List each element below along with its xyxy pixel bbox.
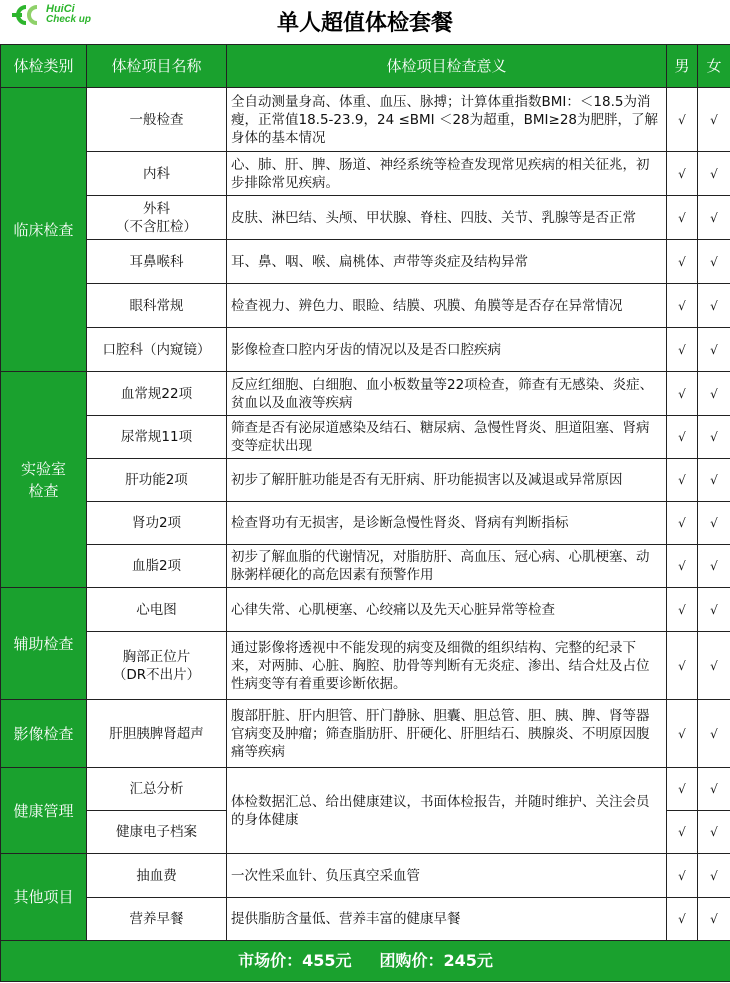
- item-name: 心电图: [87, 588, 227, 632]
- table-row: [1, 768, 730, 811]
- category-health-management: [1, 768, 87, 854]
- item-desc: 初步了解肝脏功能是否有无肝病、肝功能损害以及减退或异常原因: [227, 459, 667, 502]
- table-row: [1, 459, 730, 502]
- male-check: √: [667, 372, 698, 416]
- table-row: [1, 372, 730, 416]
- female-check: √: [698, 88, 730, 152]
- package-table: [0, 44, 730, 982]
- price-row: [1, 941, 730, 982]
- category-laboratory: [1, 372, 87, 588]
- logo-name: HuiCi: [46, 3, 75, 15]
- male-check: √: [667, 632, 698, 700]
- item-name: 血脂2项: [87, 545, 227, 588]
- male-check: √: [667, 459, 698, 502]
- price-footer: [1, 941, 730, 982]
- logo-subtitle: Check up: [46, 14, 92, 25]
- category-clinical: [1, 88, 87, 372]
- item-name: 一般检查: [87, 88, 227, 152]
- male-check: √: [667, 88, 698, 152]
- item-name: 耳鼻喉科: [87, 240, 227, 284]
- male-check: √: [667, 196, 698, 240]
- category-label: 影像检查: [13, 724, 74, 743]
- item-desc: 反应红细胞、白细胞、血小板数量等22项检查，筛查有无感染、炎症、贫血以及血液等疾病: [227, 372, 667, 416]
- item-desc: 腹部肝脏、肝内胆管、肝门静脉、胆囊、胆总管、胆、胰、脾、肾等器官病变及肿瘤；筛查脂肪肝、肝硬化、肝胆结石、胰腺炎、不明原因腹痛等疾病: [227, 700, 667, 768]
- male-check: √: [667, 328, 698, 372]
- female-check: √: [698, 416, 730, 459]
- item-name: 肝功能2项: [87, 459, 227, 502]
- female-check: √: [698, 502, 730, 545]
- table-row: [1, 416, 730, 459]
- female-check: √: [698, 459, 730, 502]
- table-row: [1, 854, 730, 898]
- male-check: √: [667, 700, 698, 768]
- header-category: 体检类别: [1, 45, 87, 88]
- item-name-note: （DR不出片）: [112, 666, 201, 683]
- market-price-label: 市场价：: [238, 951, 303, 970]
- table-row: [1, 328, 730, 372]
- item-desc: 检查肾功有无损害，是诊断急慢性肾炎、肾病有判断指标: [227, 502, 667, 545]
- page-title: 单人超值体检套餐: [276, 11, 453, 36]
- table-row: [1, 152, 730, 196]
- table-row: [1, 700, 730, 768]
- header-item-name: 体检项目名称: [87, 45, 227, 88]
- category-label: 临床检查: [13, 220, 74, 239]
- male-check: √: [667, 502, 698, 545]
- item-name: 眼科常规: [87, 284, 227, 328]
- table-row: [1, 284, 730, 328]
- item-name: 胸部正位片: [122, 648, 191, 665]
- item-name: 内科: [87, 152, 227, 196]
- male-check: √: [667, 811, 698, 854]
- item-desc: 检查视力、辨色力、眼睑、结膜、巩膜、角膜等是否存在异常情况: [227, 284, 667, 328]
- top-bar: [0, 0, 730, 44]
- item-name-cell: [87, 196, 227, 240]
- female-check: √: [698, 328, 730, 372]
- item-name: 汇总分析: [87, 768, 227, 811]
- item-desc: 体检数据汇总、给出健康建议，书面体检报告，并随时维护、关注会员的身体健康: [227, 768, 667, 854]
- male-check: √: [667, 898, 698, 941]
- male-check: √: [667, 545, 698, 588]
- male-check: √: [667, 416, 698, 459]
- item-desc: 提供脂肪含量低、营养丰富的健康早餐: [227, 898, 667, 941]
- item-desc: 初步了解血脂的代谢情况，对脂肪肝、高血压、冠心病、心肌梗塞、动脉粥样硬化的高危因素有预警作用: [227, 545, 667, 588]
- table-row: [1, 502, 730, 545]
- item-name-note: （不含肛检）: [116, 218, 197, 235]
- male-check: √: [667, 152, 698, 196]
- header-female: 女: [698, 45, 730, 88]
- table-row: [1, 240, 730, 284]
- item-name: 尿常规11项: [87, 416, 227, 459]
- male-check: √: [667, 284, 698, 328]
- item-desc: 皮肤、淋巴结、头颅、甲状腺、脊柱、四肢、关节、乳腺等是否正常: [227, 196, 667, 240]
- female-check: √: [698, 152, 730, 196]
- table-row: [1, 196, 730, 240]
- table-row: [1, 588, 730, 632]
- item-desc: 心、肺、肝、脾、肠道、神经系统等检查发现常见疾病的相关征兆，初步排除常见疾病。: [227, 152, 667, 196]
- category-label: 健康管理: [13, 801, 74, 820]
- female-check: √: [698, 811, 730, 854]
- female-check: √: [698, 588, 730, 632]
- male-check: √: [667, 588, 698, 632]
- item-name: 健康电子档案: [87, 811, 227, 854]
- category-other: [1, 854, 87, 941]
- item-name-cell: [87, 632, 227, 700]
- header-male: 男: [667, 45, 698, 88]
- table-row: [1, 898, 730, 941]
- table-header-row: [1, 45, 730, 88]
- item-desc: 影像检查口腔内牙齿的情况以及是否口腔疾病: [227, 328, 667, 372]
- item-name: 口腔科（内窥镜）: [87, 328, 227, 372]
- item-name: 肾功2项: [87, 502, 227, 545]
- item-desc: 耳、鼻、咽、喉、扁桃体、声带等炎症及结构异常: [227, 240, 667, 284]
- table-row: [1, 632, 730, 700]
- male-check: √: [667, 768, 698, 811]
- female-check: √: [698, 700, 730, 768]
- female-check: √: [698, 196, 730, 240]
- item-name: 血常规22项: [87, 372, 227, 416]
- group-price-value: 245元: [443, 951, 493, 970]
- male-check: √: [667, 240, 698, 284]
- category-label: 实验室: [20, 459, 66, 478]
- male-check: √: [667, 854, 698, 898]
- group-price-label: 团购价：: [379, 951, 444, 970]
- market-price-value: 455元: [302, 951, 352, 970]
- female-check: √: [698, 898, 730, 941]
- category-label: 其他项目: [13, 888, 74, 906]
- item-name: 抽血费: [87, 854, 227, 898]
- table-row: [1, 545, 730, 588]
- category-label: 辅助检查: [13, 634, 74, 653]
- category-auxiliary: [1, 588, 87, 700]
- item-desc: 一次性采血针、负压真空采血管: [227, 854, 667, 898]
- category-imaging: [1, 700, 87, 768]
- item-desc: 心律失常、心肌梗塞、心绞痛以及先天心脏异常等检查: [227, 588, 667, 632]
- category-label-line2: 检查: [28, 481, 59, 500]
- item-name: 肝胆胰脾肾超声: [87, 700, 227, 768]
- female-check: √: [698, 768, 730, 811]
- item-name: 营养早餐: [87, 898, 227, 941]
- female-check: √: [698, 545, 730, 588]
- female-check: √: [698, 632, 730, 700]
- female-check: √: [698, 854, 730, 898]
- female-check: √: [698, 284, 730, 328]
- female-check: √: [698, 240, 730, 284]
- item-name: 外科: [143, 200, 170, 217]
- item-desc: 通过影像将透视中不能发现的病变及细微的组织结构、完整的纪录下来，对两肺、心脏、胸腔、肋骨等判断有无炎症、渗出、结合灶及占位性病变等有着重要诊断依据。: [227, 632, 667, 700]
- header-item-meaning: 体检项目检查意义: [227, 45, 667, 88]
- table-row: [1, 88, 730, 152]
- item-desc: 筛查是否有泌尿道感染及结石、糖尿病、急慢性肾炎、胆道阻塞、肾病变等症状出现: [227, 416, 667, 459]
- female-check: √: [698, 372, 730, 416]
- item-desc: 全自动测量身高、体重、血压、脉搏；计算体重指数BMI：＜18.5为消瘦，正常值18.5-23.9，24 ≤BMI ＜28为超重，BMI≥28为肥胖，了解身体的基本情况: [227, 88, 667, 152]
